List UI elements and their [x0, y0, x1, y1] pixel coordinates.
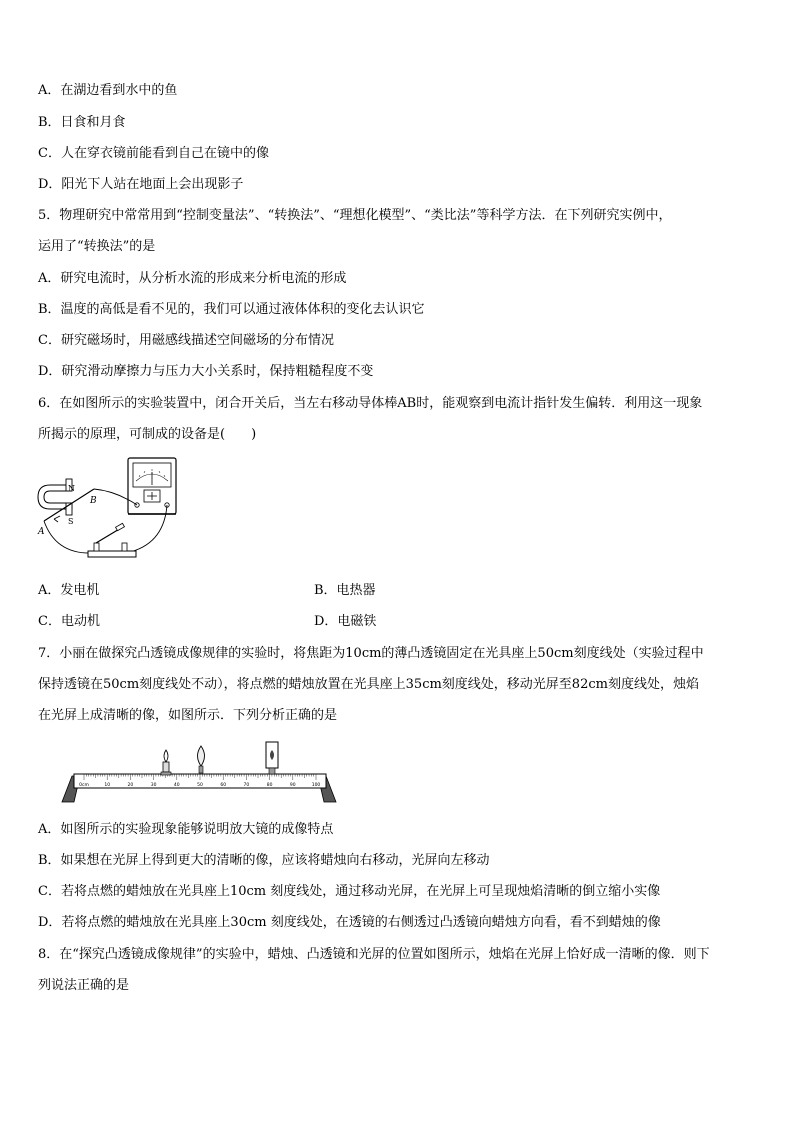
tick-label: 60	[220, 783, 227, 788]
switch-icon	[88, 523, 136, 557]
tick-label: 70	[243, 783, 250, 788]
tick-label: 90	[289, 783, 296, 788]
tick-label: 50	[197, 783, 203, 788]
tick-label: 80	[266, 783, 273, 788]
u-magnet-icon	[38, 479, 75, 526]
q4-option-c: C．人在穿衣镜前能看到自己在镜中的像	[38, 146, 269, 161]
tick-label: 0cm	[79, 783, 89, 788]
convex-lens-icon	[198, 746, 205, 773]
q5-option-c: C．研究磁场时，用磁感线描述空间磁场的分布情况	[38, 333, 334, 348]
q7-option-b: B．如果想在光屏上得到更大的清晰的像，应该将蜡烛向右移动，光屏向左移动	[38, 853, 490, 868]
q6-option-c: C．电动机	[38, 614, 100, 629]
q4-option-b: B．日食和月食	[38, 115, 126, 130]
candle-icon	[161, 750, 171, 775]
q6-option-b: B．电热器	[314, 583, 376, 598]
q7-stem-line3: 在光屏上成清晰的像，如图所示．下列分析正确的是	[38, 708, 338, 723]
q6-stem-line2: 所揭示的原理，可制成的设备是( )	[38, 427, 257, 442]
q7-option-d: D．若将点燃的蜡烛放在光具座上30cm 刻度线处，在透镜的右侧透过凸透镜向蜡烛方向看，看不到蜡烛的像	[38, 915, 661, 930]
q6-stem-line1: 6．在如图所示的实验装置中，闭合开关后，当左右移动导体棒AB时，能观察到电流计指针发生偏转．利用这一现象	[38, 396, 703, 411]
q7-stem-line2: 保持透镜在50cm刻度线处不动），将点燃的蜡烛放置在光具座上35cm刻度线处，移动光屏至82cm刻度线处，烛焰	[38, 677, 699, 692]
rod-a-label: A	[38, 527, 45, 537]
q7-stem-line1: 7．小丽在做探究凸透镜成像规律的实验时，将焦距为10cm的薄凸透镜固定在光具座上50cm刻度线处（实验过程中	[38, 646, 704, 661]
q7-option-c: C．若将点燃的蜡烛放在光具座上10cm 刻度线处，通过移动光屏，在光屏上可呈现烛焰清晰的倒立缩小实像	[38, 884, 661, 899]
tick-label: 10	[104, 783, 111, 788]
galvanometer-icon	[128, 458, 176, 514]
q8-stem-line2: 列说法正确的是	[38, 978, 130, 993]
q5-stem-line1: 5．物理研究中常常用到“控制变量法”、“转换法”、“理想化模型”、“类比法”等科学方法．在下列研究实例中，	[38, 208, 672, 223]
q4-option-a: A．在湖边看到水中的鱼	[38, 83, 178, 98]
tick-label: 20	[127, 783, 134, 788]
q7-option-a: A．如图所示的实验现象能够说明放大镜的成像特点	[38, 822, 334, 837]
tick-label: 30	[150, 783, 157, 788]
q5-option-a: A．研究电流时，从分析水流的形成来分析电流的形成	[38, 271, 347, 286]
q6-option-a: A．发电机	[38, 583, 100, 598]
q5-stem-line2: 运用了“转换法”的是	[38, 239, 156, 254]
q6-option-d: D．电磁铁	[314, 614, 377, 629]
tick-label: 100	[311, 783, 321, 788]
light-screen-icon	[266, 742, 278, 774]
q8-stem-line1: 8．在“探究凸透镜成像规律”的实验中，蜡烛、凸透镜和光屏的位置如图所示，烛焰在光屏上恰好成一清晰的像．则下	[38, 947, 710, 962]
q4-option-d: D．阳光下人站在地面上会出现影子	[38, 177, 244, 192]
q6-circuit-figure	[36, 455, 186, 565]
q5-option-b: B．温度的高低是看不见的，我们可以通过液体体积的变化去认识它	[38, 302, 425, 317]
magnet-s-label: S	[68, 517, 74, 526]
q5-option-d: D．研究滑动摩擦力与压力大小关系时，保持粗糙程度不变	[38, 364, 374, 379]
tick-label: 40	[173, 783, 180, 788]
rod-b-label: B	[90, 496, 97, 506]
q7-optical-bench-figure	[60, 740, 340, 806]
magnet-n-label: N	[68, 484, 75, 493]
